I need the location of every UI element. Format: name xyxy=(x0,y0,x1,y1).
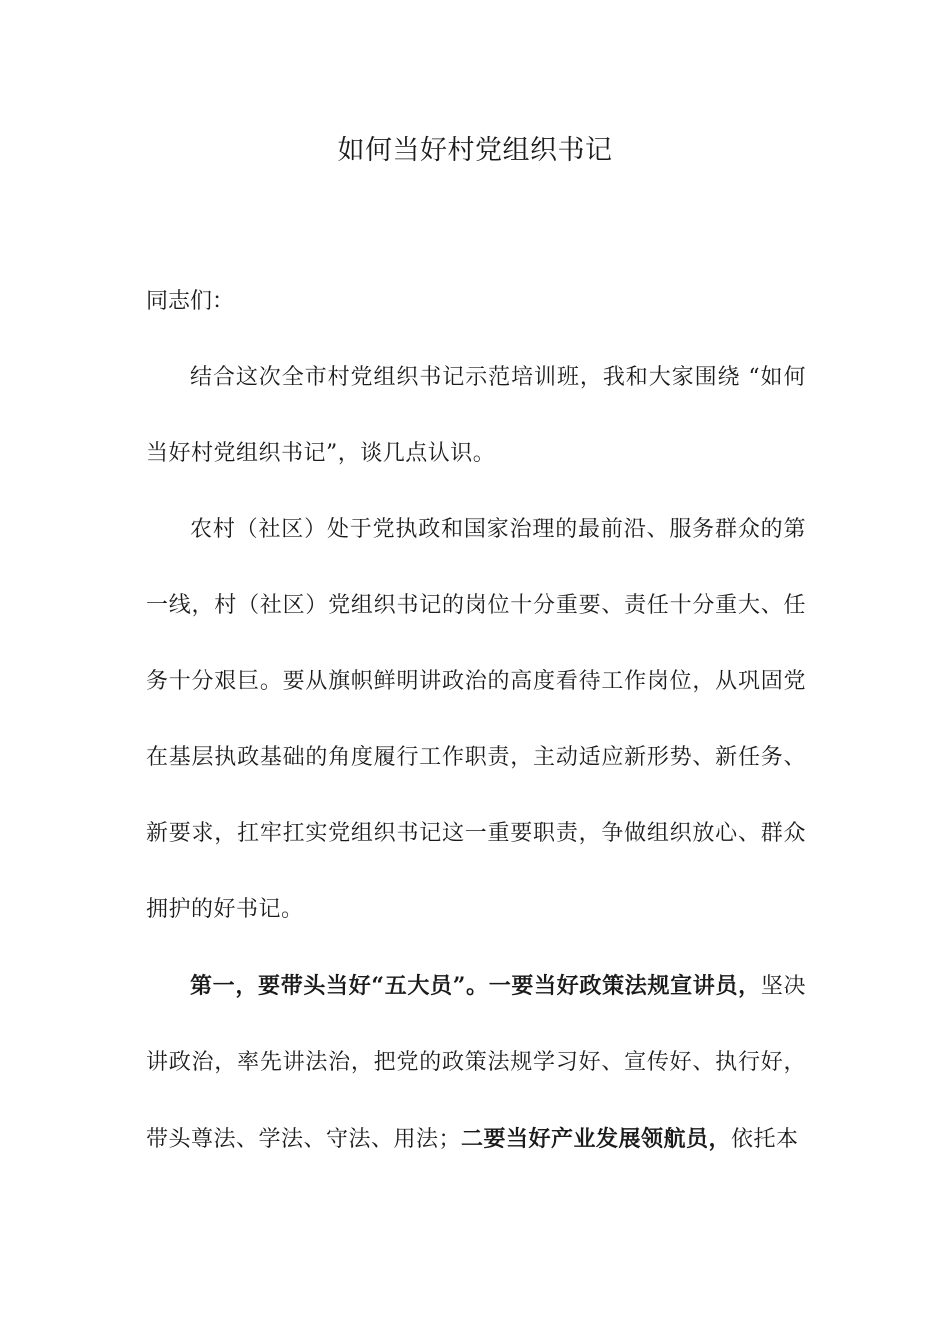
document-title: 如何当好村党组织书记 xyxy=(337,135,613,166)
document-body xyxy=(146,264,806,1178)
role-text-1: 坚决讲政治，率先讲法治，把党的政策法规学习好、宣传好、执行好，带头尊法、学法、守法、用法； xyxy=(146,974,806,1152)
paragraph-five-roles xyxy=(146,948,806,1178)
role-lead-1: 一要当好政策法规宣讲员， xyxy=(488,973,761,999)
role-lead-2: 二要当好产业发展领航员， xyxy=(461,1126,732,1152)
paragraph-intro: 结合这次全市村党组织书记示范培训班，我和大家围绕 “如何当好村党组织书记”，谈几点认识。 xyxy=(146,365,806,466)
section-heading: 第一，要带头当好“五大员”。 xyxy=(190,973,489,999)
role-text-2: 依托本 xyxy=(731,1127,799,1152)
paragraph-role-importance: 农村（社区）处于党执政和国家治理的最前沿、服务群众的第一线，村（社区）党组织书记的岗位十分重要、责任十分重大、任务十分艰巨。要从旗帜鲜明讲政治的高度看待工作岗位，从巩固党在基层执政基础的角度履行工作职责，主动适应新形势、新任务、新要求，扛牢扛实党组织书记这一重要职责，争做组织放心、群众拥护的好书记。 xyxy=(146,517,806,922)
salutation: 同志们： xyxy=(146,289,235,314)
